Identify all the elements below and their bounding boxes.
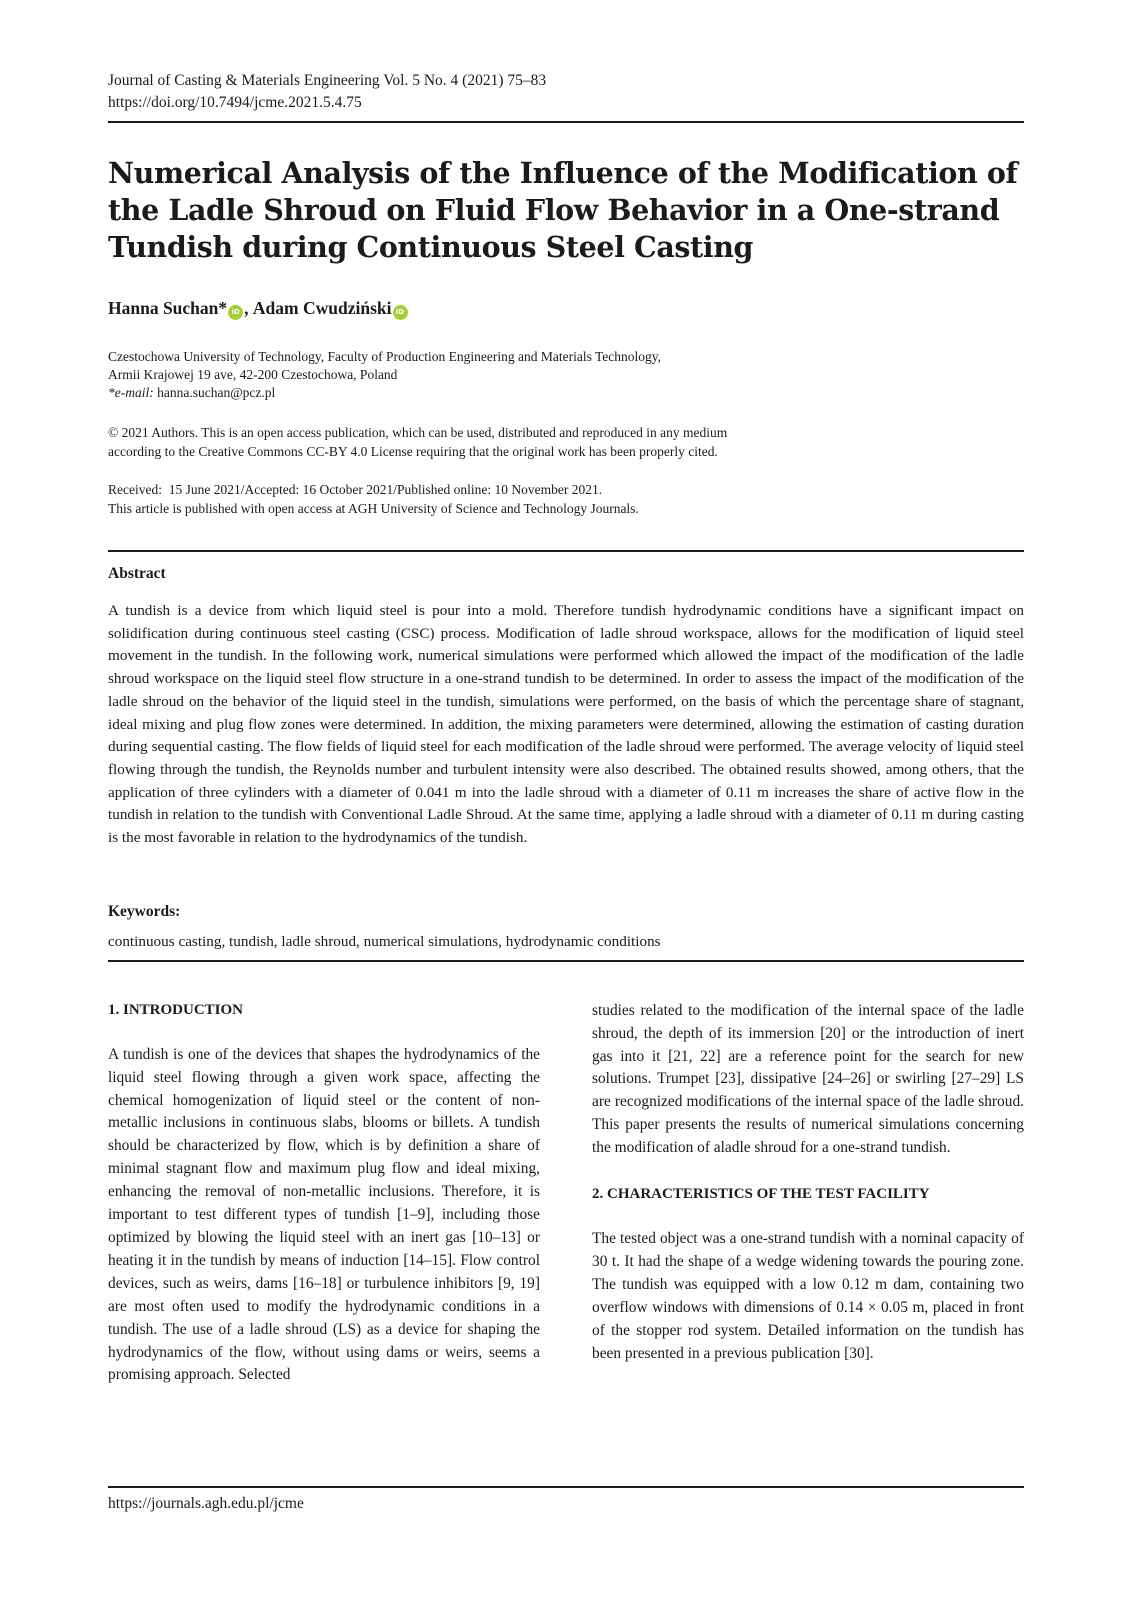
article-title: Numerical Analysis of the Influence of the Modification of the Ladle Shroud on Fluid Flow Behavior in a One-strand Tundish during Continuous Steel Casting	[108, 156, 1018, 264]
orcid-icon[interactable]: iD	[393, 305, 408, 320]
keywords-heading: Keywords:	[108, 902, 181, 920]
journal-header	[108, 70, 1024, 123]
license-line: © 2021 Authors. This is an open access publication, which can be used, distributed and reproduced in any medium	[108, 425, 728, 440]
right-column	[592, 1000, 1024, 1388]
author-separator: ,	[244, 298, 253, 318]
author-list	[108, 296, 1024, 320]
introduction-paragraph-continued: studies related to the modification of the internal space of the ladle shroud, the depth of its immersion [20] or the introduction of inert gas into it [21, 22] are a reference point for the search for new solutions. Trumpet [23], dissipative [24–26] or swirling [27–29] LS are recognized modifications of the internal space of the ladle shroud. This paper presents the results of numerical simulations concerning the modification of aladle shroud for a one-strand tundish.	[592, 1001, 1024, 1157]
section-heading-introduction: 1. INTRODUCTION	[108, 1001, 244, 1018]
open-access-line: This article is published with open access at AGH University of Science and Technology Journals.	[108, 500, 639, 516]
footer-url[interactable]: https://journals.agh.edu.pl/jcme	[108, 1495, 304, 1512]
doi-link[interactable]: https://doi.org/10.7494/jcme.2021.5.4.75	[108, 94, 362, 111]
orcid-icon[interactable]: iD	[228, 305, 243, 320]
section-heading-test-facility: 2. CHARACTERISTICS OF THE TEST FACILITY	[592, 1186, 930, 1203]
dates-line: Received: 15 June 2021/Accepted: 16 October 2021/Published online: 10 November 2021.	[108, 482, 603, 497]
email-address[interactable]: hanna.suchan@pcz.pl	[153, 385, 276, 400]
email-line	[108, 384, 1024, 402]
affiliation-line: Armii Krajowej 19 ave, 42-200 Czestochowa, Poland	[108, 367, 398, 382]
email-label: *e-mail:	[108, 385, 154, 400]
abstract-text: A tundish is a device from which liquid steel is pour into a mold. Therefore tundish hydrodynamic conditions have a significant impact on solidification during continuous steel casting (CSC) process. Modification of ladle shroud workspace, allows for the modification of liquid steel movement in the tundish. In the following work, numerical simulations were performed which allowed the impact of the modification of the ladle shroud workspace on the liquid steel flow structure in a one-strand tundish to be determined. In order to assess the impact of the modification of the ladle shroud on the behavior of the liquid steel in the tundish, simulations were performed, on the basis of which the percentage share of stagnant, ideal mixing and plug flow zones were determined. In addition, the mixing parameters were determined, allowing the estimation of casting duration during sequential casting. The flow fields of liquid steel for each modification of the ladle shroud were performed. The average velocity of liquid steel flowing through the tundish, the Reynolds number and turbulent intensity were also described. The obtained results showed, among others, that the application of three cylinders with a diameter of 0.041 m into the ladle shroud with a diameter of 0.11 m increases the share of active flow in the tundish in relation to the tundish with Conventional Ladle Shroud. At the same time, applying a ladle shroud with a diameter of 0.11 m during casting is the most favorable in relation to the hydrodynamics of the tundish.	[108, 602, 1024, 847]
affiliation-line: Czestochowa University of Technology, Faculty of Production Engineering and Materials Technology,	[108, 349, 661, 364]
journal-citation: Journal of Casting & Materials Engineering Vol. 5 No. 4 (2021) 75–83	[108, 72, 547, 89]
article-page	[108, 70, 1024, 1387]
introduction-paragraph: A tundish is one of the devices that shapes the hydrodynamics of the liquid steel flowing through a given work space, affecting the chemical homogenization of liquid steel or the content of non-metallic inclusions in continuous slabs, blooms or billets. A tundish should be characterized by flow, which is by definition a share of minimal stagnant flow and maximum plug flow and ideal mixing, enhancing the removal of non-metallic inclusions. Therefore, it is important to test different types of tundish [1–9], including those optimized by blowing the liquid steel with an inert gas [10–13] or heating it in the tundish by means of induction [14–15]. Flow control devices, such as weirs, dams [16–18] or turbulence inhibitors [9, 19] are most often used to modify the hydrodynamic conditions in a tundish. The use of a ladle shroud (LS) as a device for shaping the hydrodynamics of the flow, without using dams or weirs, seems a promising approach. Selected	[108, 1045, 540, 1384]
body-columns	[108, 1000, 1024, 1388]
publication-dates	[108, 481, 1024, 552]
test-facility-paragraph: The tested object was a one-strand tundish with a nominal capacity of 30 t. It had the shape of a wedge widening towards the pouring zone. The tundish was equipped with a low 0.12 m dam, containing two overflow windows with dimensions of 0.14 × 0.05 m, placed in front of the stopper rod system. Detailed information on the tundish has been presented in a previous publication [30].	[592, 1230, 1024, 1362]
affiliation	[108, 348, 1024, 402]
abstract-heading: Abstract	[108, 565, 166, 582]
keywords-text: continuous casting, tundish, ladle shroud, numerical simulations, hydrodynamic conditions	[108, 932, 1024, 962]
license-line: according to the Creative Commons CC-BY 4.0 License requiring that the original work has been properly cited.	[108, 443, 718, 459]
license-notice	[108, 424, 1024, 461]
footer-divider	[108, 1486, 1024, 1488]
author-name: Hanna Suchan*	[108, 298, 228, 318]
left-column	[108, 1000, 540, 1388]
author-name: Adam Cwudziński	[252, 298, 392, 318]
